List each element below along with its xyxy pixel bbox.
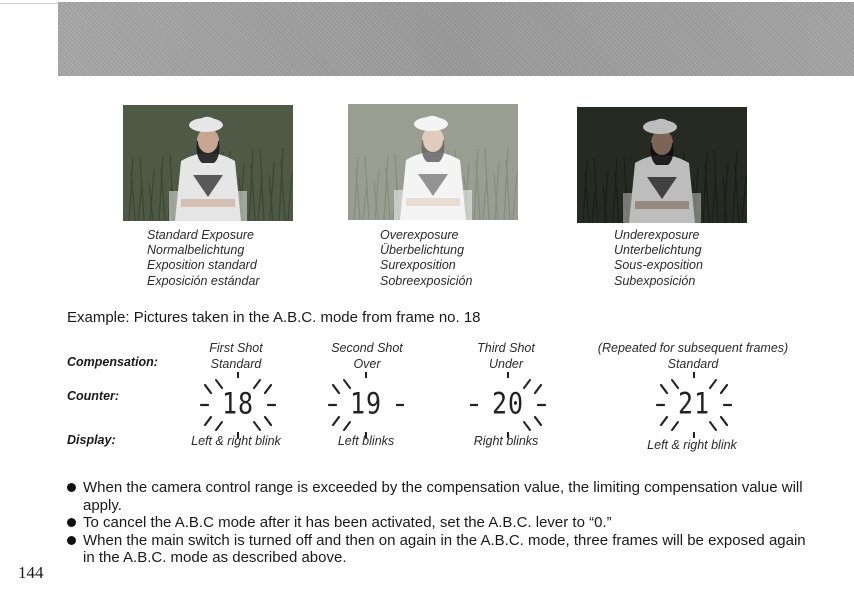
note-text: When the main switch is turned off and then on again in the A.B.C. mode, three frames will be exposed again in the A.B.C. mode as described above.	[83, 531, 806, 566]
caption-line: Subexposición	[614, 273, 696, 288]
shot-label: Third Shot	[477, 341, 535, 355]
shot-label: (Repeated for subsequent frames)	[597, 341, 789, 355]
photo-overexposure	[348, 104, 518, 220]
display-description: Left blinks	[337, 434, 395, 448]
page-number: 144	[18, 563, 44, 582]
caption-line: Sobreexposición	[380, 273, 473, 288]
column-second-shot	[307, 340, 427, 372]
display-label: Display:	[67, 433, 116, 447]
compensation-value: Under	[488, 357, 524, 371]
caption-line: Underexposure	[614, 228, 700, 242]
note-item	[66, 532, 806, 567]
compensation-value: Standard	[210, 357, 262, 371]
column-third-shot	[446, 340, 566, 372]
caption-line: Sous-exposition	[614, 258, 703, 273]
frame-counter-display	[198, 370, 278, 440]
caption-line: Standard Exposure	[147, 228, 255, 242]
bullet-dot-icon	[67, 483, 76, 492]
photo-standard-exposure	[123, 105, 293, 221]
column-subsequent-frames	[580, 340, 806, 372]
frame-counter-display	[468, 370, 548, 440]
compensation-value: Standard	[667, 357, 719, 371]
caption-underexposure	[614, 228, 703, 289]
shot-label: Second Shot	[331, 341, 403, 355]
example-heading: Example: Pictures taken in the A.B.C. mode from frame no. 18	[67, 309, 481, 326]
column-first-shot	[176, 340, 296, 372]
frame-counter-display	[326, 370, 406, 440]
frame-counter-number: 20	[491, 386, 525, 421]
note-item	[66, 479, 806, 514]
caption-line: Overexposure	[380, 228, 459, 242]
frame-counter-display	[654, 370, 734, 440]
photo-underexposure	[577, 107, 747, 223]
caption-line: Unterbelichtung	[614, 243, 702, 258]
frame-counter-number: 18	[221, 386, 255, 421]
caption-line: Normalbelichtung	[147, 243, 245, 258]
display-description: Left & right blink	[647, 438, 737, 452]
notes-list	[66, 479, 806, 567]
compensation-label: Compensation:	[67, 355, 158, 369]
note-text: When the camera control range is exceeded by the compensation value, the limiting compensation value will apply.	[83, 479, 803, 514]
display-description: Right blinks	[473, 434, 539, 448]
frame-counter-number: 19	[349, 386, 383, 421]
shot-label: First Shot	[209, 341, 263, 355]
bullet-dot-icon	[67, 536, 76, 545]
bullet-dot-icon	[67, 518, 76, 527]
caption-standard-exposure	[147, 228, 260, 289]
compensation-value: Over	[353, 357, 381, 371]
display-description: Left & right blink	[191, 434, 281, 448]
caption-line: Surexposition	[380, 258, 456, 273]
note-text: To cancel the A.B.C mode after it has been activated, set the A.B.C. lever to “0.”	[83, 514, 612, 531]
frame-counter-number: 21	[677, 386, 711, 421]
header-banner	[58, 2, 854, 76]
counter-label: Counter:	[67, 389, 120, 403]
caption-line: Überbelichtung	[380, 243, 465, 258]
note-item	[66, 514, 806, 532]
caption-line: Exposición estándar	[147, 273, 260, 288]
caption-overexposure	[380, 228, 472, 289]
caption-line: Exposition standard	[147, 258, 257, 273]
